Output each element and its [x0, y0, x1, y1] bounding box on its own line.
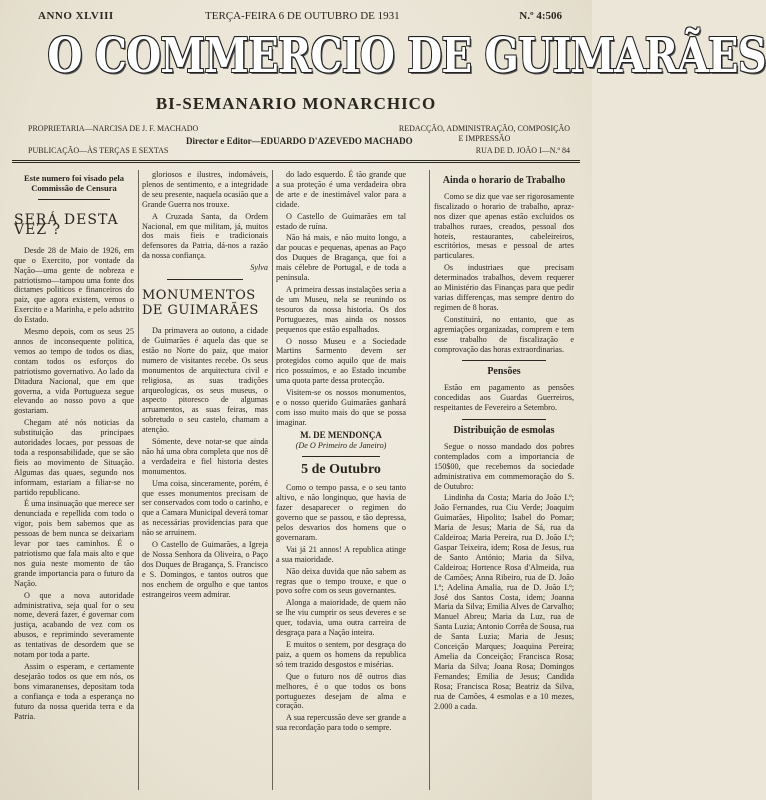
divider [462, 360, 546, 361]
divider [462, 419, 546, 420]
article-paragraph: É uma insinuação que merece ser denunciada e repellida com todo o vigor, pois bem sabemos que as pessoas de bem nunca se deixariam levar por taes caminhos. É o patriotismo que fala mais alto e que nos guia neste momento de tão grande importancia para o futuro da Nação. [14, 499, 134, 588]
article-signature: Sylva [250, 263, 268, 273]
column-2 [142, 170, 268, 792]
article-heading: MONUMENTOS DE GUIMARÃES [142, 288, 259, 319]
article-paragraph: do lado esquerdo. É tão grande que a sua proteção é uma verdadeira obra de arte e de inestimável valor para a cidade. [276, 170, 406, 209]
article-paragraph: O Castello de Guimarães, a Igreja de Nossa Senhora da Oliveira, o Paço dos Duques de Bragança, S. Francisco e S. Domingos, e tantos outros que nos enchem de orgulho e que tantos estrangeiros veem admirar. [142, 540, 268, 599]
article-paragraph: Visitem-se os nossos monumentos, e o nosso querido Guimarães ganhará com isso muito mais do que se possa imaginar. [276, 388, 406, 427]
article-paragraph: Como o tempo passa, e o seu tanto altivo, e não longinquo, que havia de fazer desaparecer o regimen do governo que se passou, e tão depressa, pelos desvarios dos homens que o governaram. [276, 483, 406, 542]
address-text: RUA DE D. JOÃO I—N.º 84 [475, 146, 570, 155]
article-paragraph: Segue o nosso mandado dos pobres contemplados com a importancia de 150$00, que recebemos da sociedade administrativa em commemoração do S. de Outubro: [434, 441, 574, 491]
column-divider [429, 170, 430, 790]
article-paragraph: Constituirá, no entanto, que as agremiações organizadas, comprem e tem esse trabalho de fiscalização e comprovação das horas extraordinarias. [434, 314, 574, 354]
publication-text: PUBLICAÇÃO—ÀS TERÇAS E SEXTAS [28, 146, 169, 155]
article-paragraph: O Castello de Guimarães em tal estado de ruína. [276, 211, 406, 231]
article-paragraph: O nosso Museu e a Sociedade Martins Sarmento devem ser protegidos como aquilo que de mais rico possuímos, e ao Estado incumbe uma quota parte dessa protecção. [276, 336, 406, 386]
redaction-line: REDACÇÃO, ADMINISTRAÇÃO, COMPOSIÇÃO [398, 124, 570, 133]
article-heading: SERÁ DESTA VEZ ? [14, 212, 119, 238]
divider [38, 199, 110, 200]
printing-line: E IMPRESSÃO [458, 134, 511, 143]
masthead-rule [12, 160, 580, 163]
article-paragraph: Não deixa duvida que não sabem as regras que o tempo trouxe, e que o povo sofre com os seus governantes. [276, 566, 406, 596]
director-text: Director e Editor—EDUARDO D'AZEVEDO MACHADO [186, 136, 413, 146]
divider [302, 456, 380, 457]
article-paragraph: Da primavera ao outono, a cidade de Guimarães é aquela das que se estão no Norte do paiz, que maior numero de visitantes recebe. Os seus monumentos de arquitectura civil e religiosa, as suas tradições arqueologicas, os seus museus, o aspecto pitoresco de algumas arruamentos, as suas feiras, mas sobretudo o seu castelo, chamam a atenção. [142, 326, 268, 435]
column-1 [14, 170, 134, 792]
redaction-text [399, 124, 570, 144]
article-source: (De O Primeiro de Janeiro) [295, 440, 387, 450]
article-paragraph: Como se diz que vae ser rigorosamente fiscalizado o horario de trabalho, apraz-nos dizer que apenas estão excluidos os trabalhos ruraes, creados, pessoal dos hoteis, restaurantes, cabeleireiros, escritórios, mesas e pessoal de artes particulares. [434, 191, 574, 261]
issue-date: TERÇA-FEIRA 6 DE OUTUBRO DE 1931 [205, 10, 400, 22]
article-paragraph: Estão em pagamento as pensões concedidas aos Guardas Guerreiros, respeitantes de Fevereiro a Setembro. [434, 383, 574, 413]
column-divider [272, 170, 273, 790]
article-heading: Pensões [487, 366, 521, 378]
article-paragraph: O que a nova autoridade administrativa, seja qual for o seu nome, deverá fazer, é governar com justiça, acabando de vez com os abusos, e reprimindo severamente as tentativas de desordem que se notam por toda a parte. [14, 590, 134, 660]
article-paragraph: Sómente, deve notar-se que ainda não há uma obra completa que nos dê a verdadeira e fiel historia destes monumentos. [142, 437, 268, 476]
article-paragraph: Alonga a maioridade, de quem não se lhe viu cumprir os seus deveres e se quer, todavia, uma outra carreira de desgraça para a Nação inteira. [276, 598, 406, 638]
column-3 [276, 170, 406, 792]
article-signature: M. DE MENDONÇA [300, 429, 382, 440]
article-heading: Distribuição de esmolas [453, 425, 555, 437]
article-paragraph: Assim o esperam, e certamente desejarão todos os que em nós, os bons vimaranenses, depositam toda a confiança e toda a esperança no futuro da nossa querida terra e da Patria. [14, 661, 134, 721]
article-paragraph: A sua repercussão deve ser grande a sua recordação para todo o sempre. [276, 713, 406, 733]
proprietor-text: PROPRIETARIA—NARCISA DE J. F. MACHADO [28, 124, 199, 133]
divider [167, 279, 243, 280]
column-divider [138, 170, 139, 790]
article-paragraph: A primeira dessas instalações seria a de um Museu, nela se reunindo os tesouros da nossa historia. Os dos Portuguezes, mas ainda os nossos pequenos que estão espalhados. [276, 284, 406, 334]
article-paragraph: Desde 28 de Maio de 1926, em que o Exercito, por vontade da Nação—uma gente de nobreza e patriotismo—tampou uma fonte dos dictames politicos e financeiros do paiz, que agora existem, vemos o Exercito e a Marinha, e pelo adstrito do Estado. [14, 245, 134, 325]
article-paragraph: Não há mais, e não muito longo, a dar poucas e pequenas, apenas ao Paço dos Duques de Bragança, que foi a mais célebre de Portugal, e de toda a peninsula. [276, 233, 406, 283]
article-paragraph: Uma coisa, sinceramente, porém, é que esses monumentos precisam de ser conservados com todo o carinho, e que a Camara Municipal deverá tomar as necessárias providencias para que não se arruinem. [142, 478, 268, 538]
article-paragraph: Que o futuro nos dê outros dias melhores, é o que todos os bons portuguezes desejam de alma e coração. [276, 671, 406, 711]
article-paragraph: Lindinha da Costa; Maria do João I.º; João Fernandes, rua Ciu Verde; Joaquim Guimarães, Hipolito; Isabel do Pomar; Maria de Jesus; Maria de Sá, rua da Caldeiroa; Maria Pereira, rua D. João I.º; Gaspar Teixeira, idem; Rosa de Jesus, rua de Santo António; Maria da Silva, Caldeiroa; Hortence Rosa d'Almeida, rua de Camões; Anna Ribeiro, rua de D. João I.º; Adelina Amalia, rua de D. João I.º; José dos Santos Costa, idem; Joanna Maria da Silva; Emilia Alves de Carvalho; Manuel Abreu; Maria da Luz, rua de Santa Luzia; Antonio Corrêa de Sousa, rua de Santa Luzia; Maria de Jesus; Conceição Marques; Joaquina Pereira; Amelia da Conceição; Francisca Rosa; Maria da Silva; Joana Rosa; Domingos Fernandes; Emilia de Jesus; Candida Rosa; Francisca Rosa; Beatriz da Silva, rua de Camões, 4 esmolas e a 10 mezes, 2.000 a cada. [434, 493, 574, 711]
article-paragraph: Vai já 21 annos! A republica atinge a sua maioridade. [276, 544, 406, 564]
censorship-note: Este numero foi visado pela Commissão de Censura [24, 173, 124, 193]
article-heading: 5 de Outubro [301, 462, 381, 478]
article-paragraph: Chegam até nós noticias da substituição das principaes autoridades locaes, por pessoas de toda a responsabilidade, que se são fieis ao movimento de Situação. Algumas das quaes, segundo nos informam, estariam a filiar-se no partido republicano. [14, 418, 134, 497]
article-paragraph: gloriosos e ilustres, indomáveis, plenos de sentimento, e a integridade de seu presente, naquela ocasião que a Grande Guerra nos trouxe. [142, 170, 268, 209]
newspaper-title: O COMMERCIO DE GUIMARÃES [47, 28, 766, 84]
issue-number: N.º 4:506 [519, 10, 562, 22]
article-heading: Ainda o horario de Trabalho [442, 175, 566, 186]
issue-year: ANNO XLVIII [38, 10, 114, 22]
newspaper-subtitle: BI-SEMANARIO MONARCHICO [155, 94, 437, 113]
article-paragraph: Mesmo depois, com os seus 25 annos de inconsequente politica, vemos ao tempo de todos os dias, contam todos os esforços do patriotismo governativo. Ao lado da Ditadura Nacional, que em que governa, a vida Portugueza segue elevando ao nosso povo a que gostariam. [14, 327, 134, 416]
article-paragraph: Os industriaes que precisam determinados trabalhos, devem requerer ao Ministério das Finanças para que pedir varias differenças, mas sempre dentro do regimen de 8 horas. [434, 263, 574, 312]
article-paragraph: A Cruzada Santa, da Ordem Nacional, em que militam, já, muitos dos mais fieis e tradicionais defensores da Patria, dá-nos a razão da nossa confiança. [142, 211, 268, 261]
article-paragraph: E muitos o sentem, por desgraça do paiz, a quem os homens da republica só tem trazido desgostos e misérias. [276, 639, 406, 669]
masthead-top-line [10, 10, 582, 24]
column-4 [434, 170, 574, 792]
